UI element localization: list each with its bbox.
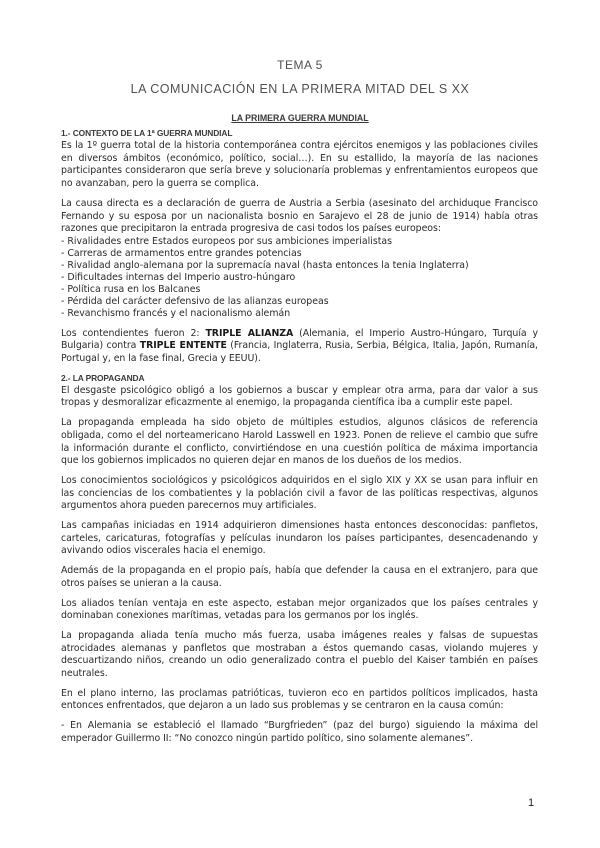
paragraph: Los conocimientos sociológicos y psicológicos adquiridos en el siglo XIX y XX se usan para influir en las conciencias de los combatientes y la población civil a favor de las políticas respectivas, algunos argumentos ahora pueden parecernos muy artificiales.: [61, 474, 538, 512]
paragraph: La propaganda empleada ha sido objeto de múltiples estudios, algunos clásicos de referencia obligada, como el del norteamericano Harold Lasswell en 1923. Ponen de relieve el cambio que sufre la información durante el conflicto, convirtiéndose en una cuestión política de máxima importancia que los gobiernos implicados no quieren dejar en manos de los dueños de los medios.: [61, 417, 538, 467]
paragraph: En el plano interno, las proclamas patrióticas, tuvieron eco en partidos políticos implicados, hasta entonces enfrentados, que dejaron a un lado sus problemas y se centraron en la causa común:: [61, 687, 538, 712]
list-item: - Carreras de armamentos entre grandes potencias: [61, 248, 302, 260]
section-heading-propaganda: 2.- LA PROPAGANDA: [61, 372, 145, 383]
paragraph: Los aliados tenían ventaja en este aspecto, estaban mejor organizados que los países centrales y dominaban conexiones marítimas, vetadas para los germanos por los inglés.: [61, 597, 538, 622]
paragraph: Además de la propaganda en el propio país, había que defender la causa en el extranjero, para que otros países se unieran a la causa.: [61, 565, 538, 589]
list-item: - Rivalidad anglo-alemana por la supremacía naval (hasta entonces la tenia Inglaterra): [61, 260, 469, 272]
list-item: - Revanchismo francés y el nacionalismo alemán: [61, 308, 291, 320]
document-title: LA COMUNICACIÓN EN LA PRIMERA MITAD DEL S XX: [130, 82, 470, 96]
paragraph: La causa directa es a declaración de guerra de Austria a Serbia (asesinato del archiduque Francisco Fernando y su esposa por un nacionalista bosnio en Sarajevo el 28 de junio de 1914) había otras razones que precipitaron la entrada progresiva de casi todos los países europeos:: [61, 197, 538, 235]
topic-title: TEMA 5: [277, 58, 323, 72]
paragraph: - En Alemania se estableció el llamado “Burgfrieden” (paz del burgo) siguiendo la máxima del emperador Guillermo II: “No conozco ningún partido político, sino solamente alemanes”.: [61, 720, 538, 744]
text: Los contendientes fueron 2:: [61, 327, 206, 339]
page-number: 1: [528, 797, 535, 809]
triple-alianza-label: TRIPLE ALIANZA: [205, 327, 294, 339]
causes-list: [61, 236, 538, 321]
paragraph: Las campañas iniciadas en 1914 adquirieron dimensiones hasta entonces desconocidas: panfletos, carteles, caricaturas, fotografías y películas inundaron los países participantes, desencadenando y avivando odios viscerales hacia el enemigo.: [61, 520, 538, 557]
paragraph-contenders: [61, 328, 538, 366]
text: (Francia, Inglaterra, Rusia, Serbia, Bélgica, Italia, Japón, Rumanía, Portugal y, en la fase final, Grecia y EEUU).: [61, 340, 538, 364]
paragraph: Es la 1º guerra total de la historia contemporánea contra ejércitos enemigos y las poblaciones civiles en diversos ámbitos (económico, político, social…). En su estallido, la mayoría de las naciones participantes consideraron que sería breve y solucionaría problemas y enfrentamientos europeos que no avanzaban, pero la guerra se complica.: [61, 140, 538, 190]
list-item: - Rivalidades entre Estados europeos por sus ambiciones imperialistas: [61, 235, 393, 247]
section-heading-context: 1.- CONTEXTO DE LA 1ª GUERRA MUNDIAL: [61, 128, 233, 138]
list-item: - Dificultades internas del Imperio austro-húngaro: [61, 272, 296, 284]
list-item: - Política rusa en los Balcanes: [61, 284, 201, 296]
triple-entente-label: TRIPLE ENTENTE: [139, 340, 227, 352]
paragraph: La propaganda aliada tenía mucho más fuerza, usaba imágenes reales y falsas de supuestas atrocidades alemanas y panfletos que mostraban a éstos quemando casas, violando mujeres y descuartizando niños, creando un odio generalizado contra el pueblo del Kaiser también en países neutrales.: [61, 629, 538, 680]
text: (Alemania, el Imperio Austro-Húngaro, Turquía y Bulgaria) contra: [61, 327, 538, 352]
document-subtitle: LA PRIMERA GUERRA MUNDIAL: [231, 113, 369, 123]
document-body: [61, 126, 538, 746]
list-item: - Pérdida del carácter defensivo de las alianzas europeas: [61, 296, 329, 308]
paragraph: El desgaste psicológico obligó a los gobiernos a buscar y emplear otra arma, para dar valor a sus tropas y desmoralizar eficazmente al enemigo, la propaganda científica iba a cumplir este papel.: [61, 384, 538, 409]
